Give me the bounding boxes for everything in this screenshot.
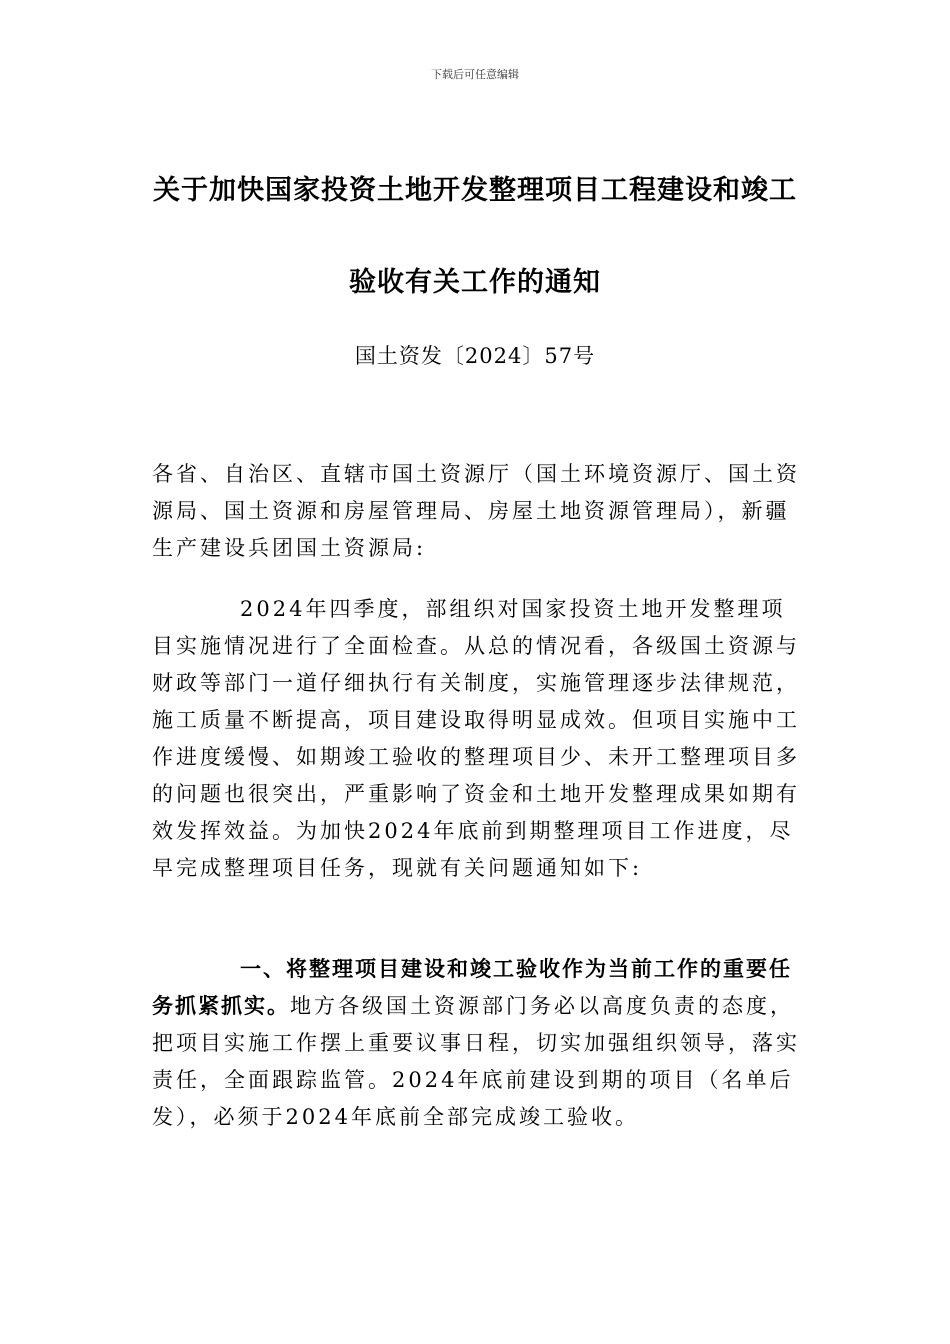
section-1-body: 地方各级国土资源部门务必以高度负责的态度，把项目实施工作摆上重要议事日程，切实加强组织领导，落实责任，全面跟踪监管。2024年底前建设到期的项目（名单后发），必须于2024年底前全部完成竣工验收。 xyxy=(152,994,800,1129)
document-title-line-2: 验收有关工作的通知 xyxy=(349,267,601,298)
addressee: 各省、自治区、直辖市国土资源厅（国土环境资源厅、国土资源局、国土资源和房屋管理局、房屋土地资源管理局），新疆生产建设兵团国土资源局: xyxy=(152,462,800,560)
document-number: 国土资发〔2024〕57号 xyxy=(354,344,596,368)
section-1 xyxy=(152,951,802,1136)
document-title-line-1: 关于加快国家投资土地开发整理项目工程建设和竣工 xyxy=(153,175,797,206)
section-1-heading: 一、将整理项目建设和竣工验收作为当前工作的重要任务抓紧抓实。 xyxy=(152,957,792,1018)
header-note: 下载后可任意编辑 xyxy=(431,68,519,81)
paragraph-intro: 2024年四季度，部组织对国家投资土地开发整理项目实施情况进行了全面检查。从总的情况看，各级国土资源与财政等部门一道仔细执行有关制度，实施管理逐步法律规范，施工质量不断提高，项目建设取得明显成效。但项目实施中工作进度缓慢、如期竣工验收的整理项目少、未开工整理项目多的问题也很突出，严重影响了资金和土地开发整理成果如期有效发挥效益。为加快2024年底前到期整理项目工作进度，尽早完成整理项目任务，现就有关问题通知如下: xyxy=(152,597,800,880)
